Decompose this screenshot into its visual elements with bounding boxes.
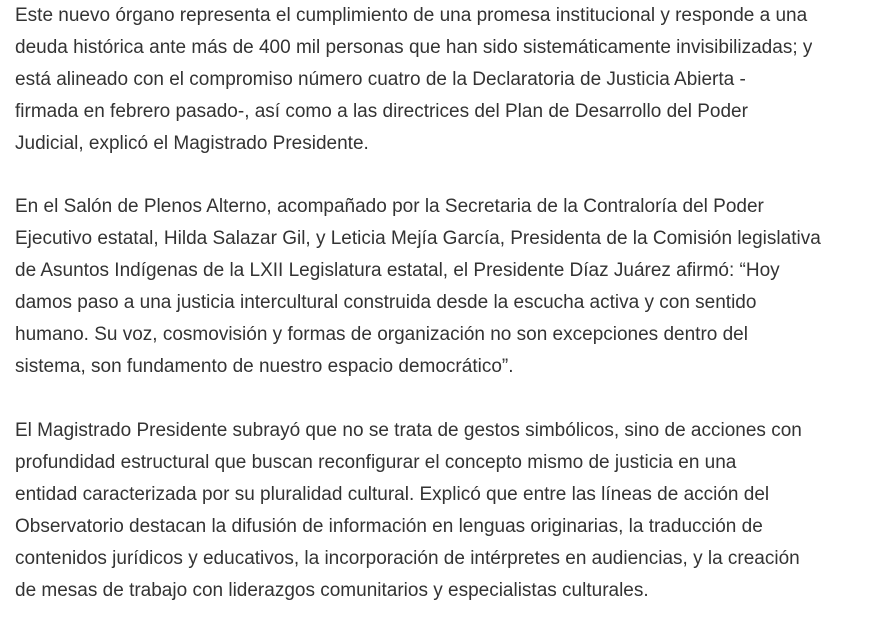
text-line: damos paso a una justicia intercultural construida desde la escucha activa y con sentido	[15, 292, 757, 313]
text-line: humano. Su voz, cosmovisión y formas de organización no son excepciones dentro del	[15, 324, 748, 345]
paragraph-observatorio-promesa	[15, 0, 812, 160]
text-line: El Magistrado Presidente subrayó que no se trata de gestos simbólicos, sino de acciones con	[15, 420, 802, 441]
text-line: de mesas de trabajo con liderazgos comunitarios y especialistas culturales.	[15, 580, 649, 601]
text-line: de Asuntos Indígenas de la LXII Legislatura estatal, el Presidente Díaz Juárez afirmó: “Hoy	[15, 260, 780, 281]
text-line: sistema, son fundamento de nuestro espacio democrático”.	[15, 356, 514, 377]
text-line: está alineado con el compromiso número cuatro de la Declaratoria de Justicia Abierta -	[15, 69, 746, 90]
text-line: entidad caracterizada por su pluralidad cultural. Explicó que entre las líneas de acción del	[15, 484, 770, 505]
text-line: profundidad estructural que buscan reconfigurar el concepto mismo de justicia en una	[15, 452, 737, 473]
paragraph-lineas-de-accion	[15, 415, 802, 607]
text-line: contenidos jurídicos y educativos, la incorporación de intérpretes en audiencias, y la creación	[15, 548, 800, 569]
text-line: Ejecutivo estatal, Hilda Salazar Gil, y Leticia Mejía García, Presidenta de la Comisión legislativa	[15, 228, 821, 249]
text-line: Este nuevo órgano representa el cumplimiento de una promesa institucional y responde a una	[15, 5, 808, 26]
text-line: Judicial, explicó el Magistrado Presidente.	[15, 133, 369, 154]
text-line: Observatorio destacan la difusión de información en lenguas originarias, la traducción de	[15, 516, 763, 537]
text-line: En el Salón de Plenos Alterno, acompañado por la Secretaria de la Contraloría del Poder	[15, 196, 764, 217]
paragraph-salon-de-plenos	[15, 191, 821, 383]
text-line: deuda histórica ante más de 400 mil personas que han sido sistemáticamente invisibilizadas; y	[15, 37, 813, 58]
text-line: firmada en febrero pasado-, así como a las directrices del Plan de Desarrollo del Poder	[15, 101, 748, 122]
